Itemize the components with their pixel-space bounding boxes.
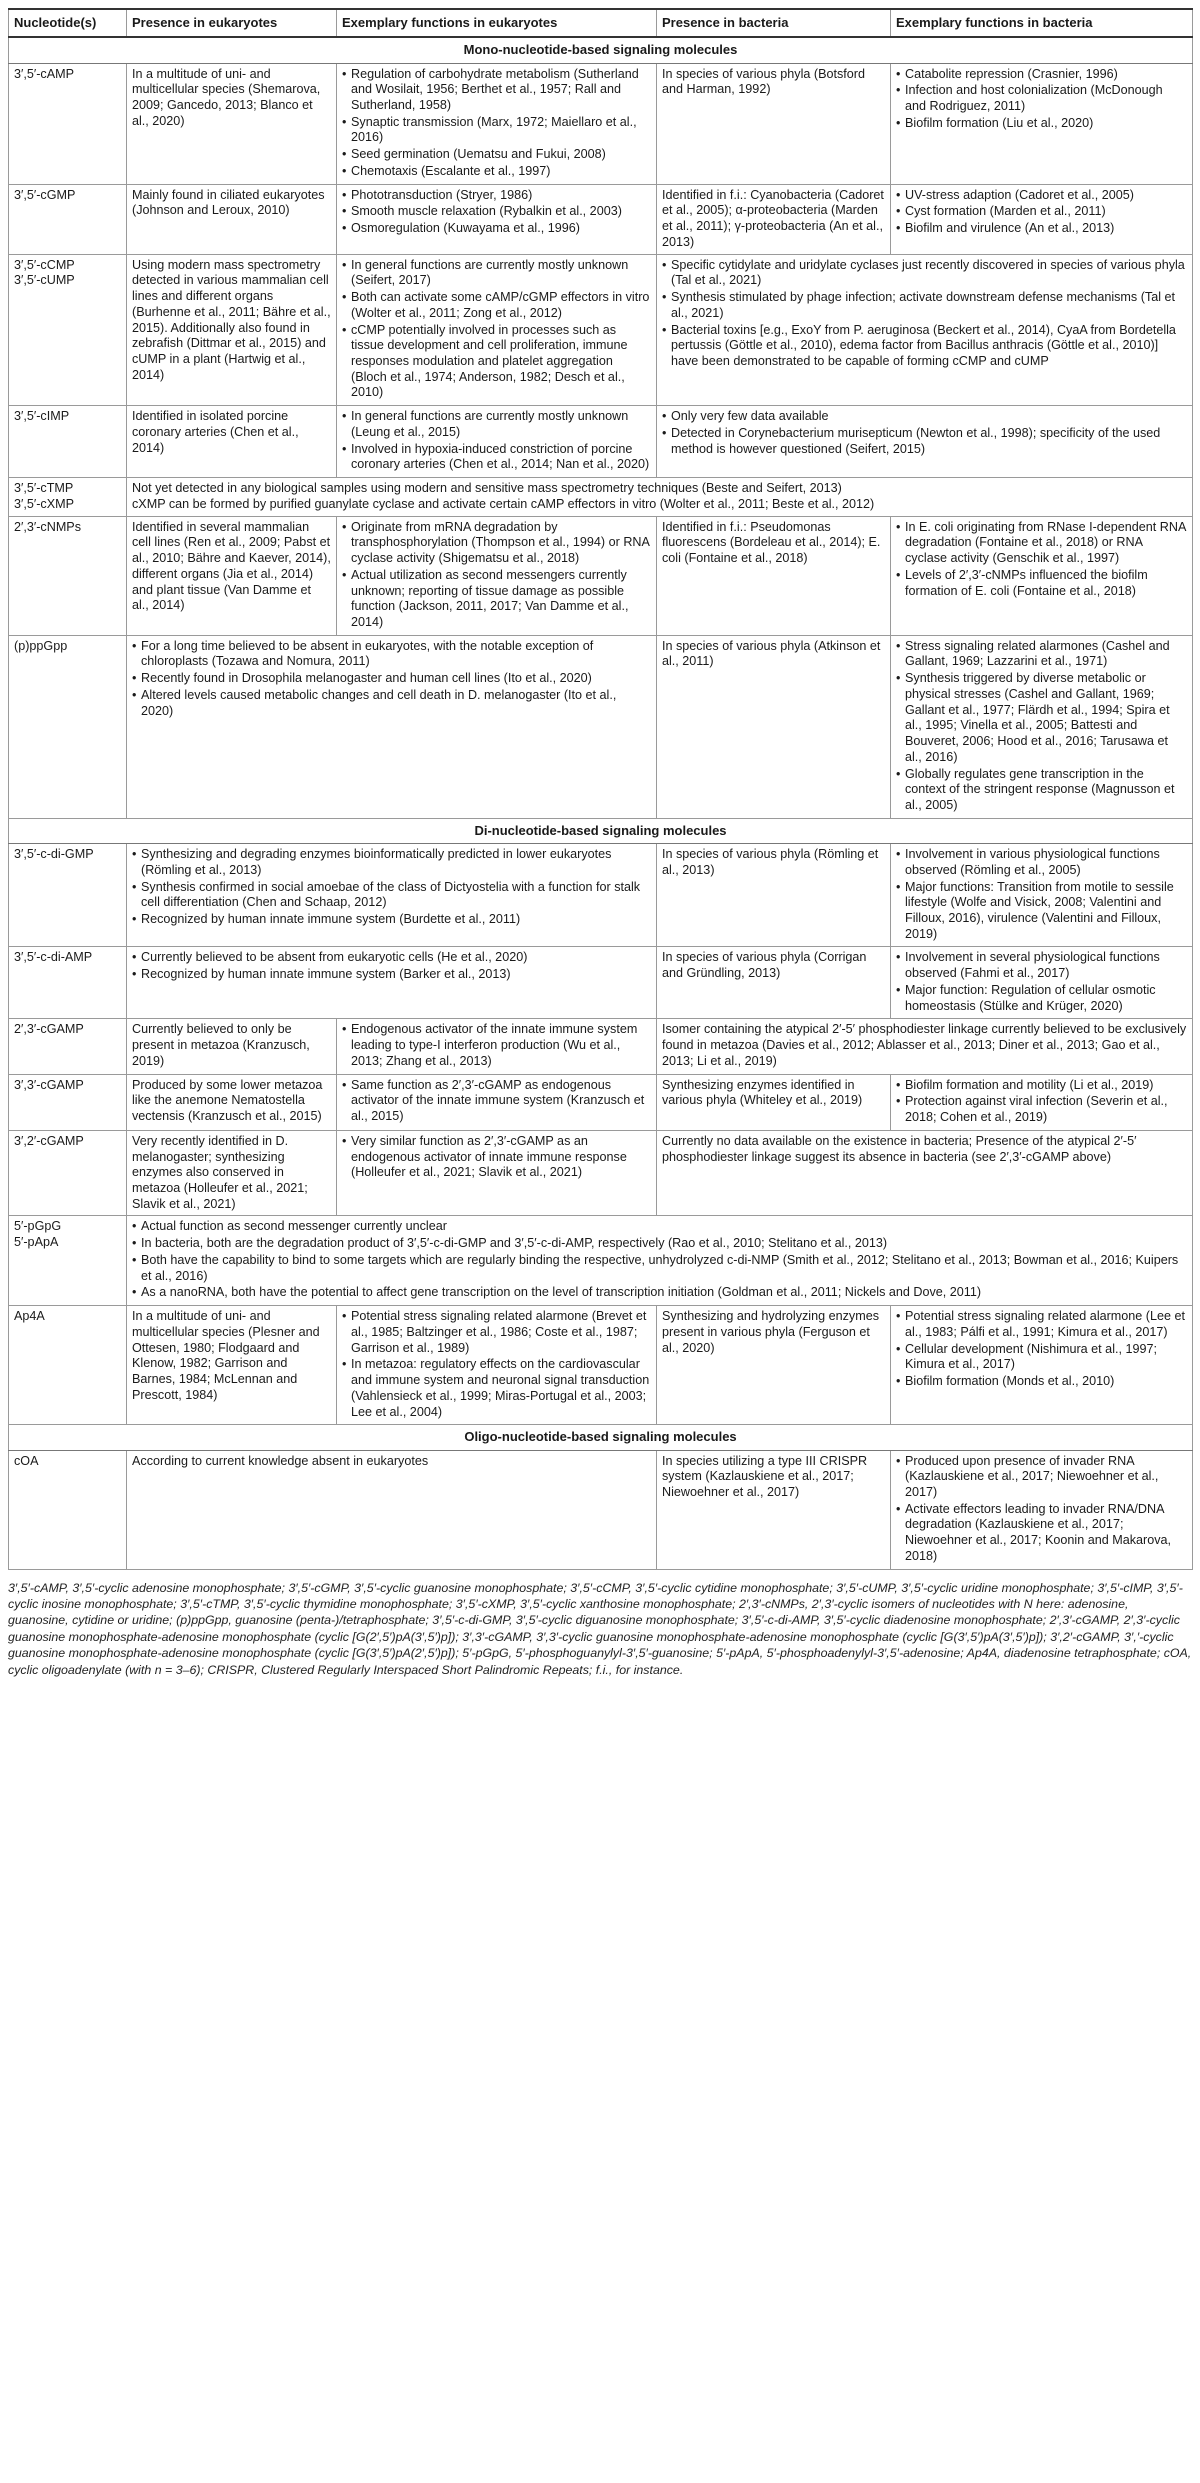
eukaryote-function-bullets (342, 258, 651, 402)
bullet-item: • UV-stress adaption (Cadoret et al., 2005) (896, 188, 1187, 204)
bacteria-presence-cell: Synthesizing enzymes identified in various phyla (Whiteley et al., 2019) (657, 1074, 891, 1130)
bullet-item: • Recognized by human innate immune system (Barker et al., 2013) (132, 967, 651, 983)
section-row (9, 818, 1193, 843)
bacteria-merged-cell (657, 406, 1193, 478)
bacteria-bullets (662, 409, 1187, 457)
eukaryote-merged-cell: According to current knowledge absent in eukaryotes (127, 1450, 657, 1569)
eukaryote-presence-cell: Currently believed to only be present in metazoa (Kranzusch, 2019) (127, 1019, 337, 1074)
bullet-item: • Osmoregulation (Kuwayama et al., 1996) (342, 221, 651, 237)
nucleotide-name: 3′,5′-cAMP (14, 66, 75, 81)
table-row (9, 1130, 1193, 1216)
merged-line: cXMP can be formed by purified guanylate cyclase and activate certain cAMP effectors in vitro (Wolter et al., 2011; Beste et al., 2012) (132, 496, 875, 511)
eukaryote-presence-cell: Identified in several mammalian cell lines (Ren et al., 2009; Pabst et al., 2010; Bähre and Kaever, 2014), different organs (Jia et al., 2014) and plant tissue (Van Damme et al., 2014) (127, 516, 337, 635)
nucleotide-name-cell (9, 947, 127, 1019)
bacteria-function-bullets (896, 520, 1187, 600)
section-title: Di-nucleotide-based signaling molecules (9, 818, 1193, 843)
bullet-item: • Globally regulates gene transcription in the context of the stringent response (Magnusson et al., 2005) (896, 767, 1187, 814)
bacteria-merged-cell: Currently no data available on the existence in bacteria; Presence of the atypical 2′-5′ phosphodiester linkage suggest its absence in bacteria (see 2′,3′-cGAMP above) (657, 1130, 1193, 1216)
eukaryote-function-bullets (342, 409, 651, 473)
table-row (9, 1216, 1193, 1306)
table-row (9, 1074, 1193, 1130)
nucleotide-name-cell (9, 1074, 127, 1130)
bacteria-merged-cell (657, 254, 1193, 406)
nucleotide-name-cell (9, 1450, 127, 1569)
nucleotide-name: cOA (14, 1453, 39, 1468)
nucleotide-name: 5′-pGpG (14, 1219, 62, 1234)
table-row (9, 478, 1193, 516)
table-row (9, 1019, 1193, 1074)
bullet-item: • Infection and host colonialization (McDonough and Rodriguez, 2011) (896, 83, 1187, 114)
bullet-item: • As a nanoRNA, both have the potential to affect gene transcription on the level of transcription initiation (Goldman et al., 2011; Nickels and Dove, 2011) (132, 1285, 1187, 1301)
bullet-item: • Produced upon presence of invader RNA (Kazlauskiene et al., 2017; Niewoehner et al., 2017) (896, 1454, 1187, 1501)
bullet-item: • Stress signaling related alarmones (Cashel and Gallant, 1969; Lazzarini et al., 1971) (896, 639, 1187, 670)
bullet-item: • Bacterial toxins [e.g., ExoY from P. aeruginosa (Beckert et al., 2014), CyaA from Bordetella pertussis (Göttle et al., 2010), edema factor from Bacillus anthracis (Göttle et al., 2010)] have been demonstrated to be capable of forming cCMP and cUMP (662, 323, 1187, 370)
bacteria-function-bullets (896, 847, 1187, 942)
bacteria-presence-cell: In species of various phyla (Atkinson et al., 2011) (657, 635, 891, 818)
bullet-item: • Biofilm formation (Monds et al., 2010) (896, 1374, 1187, 1390)
bullet-item: • Synthesis stimulated by phage infection; activate downstream defense mechanisms (Tal et al., 2021) (662, 290, 1187, 321)
bacteria-functions-cell (891, 184, 1193, 254)
bacteria-merged-cell: Isomer containing the atypical 2′-5′ phosphodiester linkage currently believed to be exclusively found in metazoa (Davies et al., 2012; Ablasser et al., 2013; Diner et al., 2013; Gao et al., 2013; Li et al., 2019) (657, 1019, 1193, 1074)
eukaryote-function-bullets (342, 1022, 651, 1069)
nucleotide-name-cell (9, 63, 127, 184)
eukaryote-presence-cell: Very recently identified in D. melanogaster; synthesizing enzymes also conserved in metazoa (Holleufer et al., 2021; Slavik et al., 2021) (127, 1130, 337, 1216)
eukaryote-merged-cell (127, 844, 657, 947)
table-row (9, 1450, 1193, 1569)
section-row (9, 1425, 1193, 1450)
bullet-item: • Cellular development (Nishimura et al., 1997; Kimura et al., 2017) (896, 1342, 1187, 1373)
eukaryote-bullets (132, 950, 651, 982)
bullet-item: • For a long time believed to be absent in eukaryotes, with the notable exception of chloroplasts (Tozawa and Nomura, 2011) (132, 639, 651, 670)
table-body (9, 37, 1193, 1569)
bullet-item: • Specific cytidylate and uridylate cyclases just recently discovered in species of various phyla (Tal et al., 2021) (662, 258, 1187, 289)
nucleotide-name: 3′,2′-cGAMP (14, 1133, 84, 1148)
eukaryote-presence-cell: Produced by some lower metazoa like the anemone Nematostella vectensis (Kranzusch et al., 2015) (127, 1074, 337, 1130)
bacteria-functions-cell (891, 1306, 1193, 1425)
nucleotide-name: (p)ppGpp (14, 638, 68, 653)
header-nucleotides: Nucleotide(s) (9, 9, 127, 37)
bullet-item: • Cyst formation (Marden et al., 2011) (896, 204, 1187, 220)
eukaryote-function-bullets (342, 1309, 651, 1420)
bacteria-functions-cell (891, 1450, 1193, 1569)
nucleotide-name-cell (9, 1019, 127, 1074)
table-row (9, 184, 1193, 254)
eukaryote-presence-cell: In a multitude of uni- and multicellular species (Shemarova, 2009; Gancedo, 2013; Blanco et al., 2020) (127, 63, 337, 184)
section-title: Oligo-nucleotide-based signaling molecules (9, 1425, 1193, 1450)
bullet-item: • Endogenous activator of the innate immune system leading to type-I interferon production (Wu et al., 2013; Zhang et al., 2013) (342, 1022, 651, 1069)
eukaryote-function-bullets (342, 520, 651, 631)
bullet-item: • Both can activate some cAMP/cGMP effectors in vitro (Wolter et al., 2011; Zong et al., 2012) (342, 290, 651, 321)
nucleotide-name: 3′,5′-cUMP (14, 273, 75, 288)
bullet-item: • Recently found in Drosophila melanogaster and human cell lines (Ito et al., 2020) (132, 671, 651, 687)
bullet-item: • Potential stress signaling related alarmone (Brevet et al., 1985; Baltzinger et al., 1986; Coste et al., 1987; Garrison et al., 1989) (342, 1309, 651, 1356)
eukaryote-presence-cell: Mainly found in ciliated eukaryotes (Johnson and Leroux, 2010) (127, 184, 337, 254)
table-row (9, 254, 1193, 406)
bacteria-functions-cell (891, 63, 1193, 184)
bullet-item: • Potential stress signaling related alarmone (Lee et al., 1983; Pálfi et al., 1991; Kimura et al., 2017) (896, 1309, 1187, 1340)
bullet-item: • Biofilm formation and motility (Li et al., 2019) (896, 1078, 1187, 1094)
bullet-item: • Both have the capability to bind to some targets which are regularly binding the respective, unhydrolyzed c-di-NMP (Smith et al., 2012; Stelitano et al., 2013; Bowman et al., 2016; Kuipers et al., 2016) (132, 1253, 1187, 1284)
bacteria-functions-cell (891, 516, 1193, 635)
nucleotide-name: 3′,5′-cGMP (14, 187, 76, 202)
nucleotide-name: 2′,3′-cNMPs (14, 519, 82, 534)
bullet-item: • Involved in hypoxia-induced constriction of porcine coronary arteries (Chen et al., 2014; Nan et al., 2020) (342, 442, 651, 473)
bullet-item: • Phototransduction (Stryer, 1986) (342, 188, 651, 204)
bacteria-functions-cell (891, 635, 1193, 818)
bullet-item: • Synaptic transmission (Marx, 1972; Maiellaro et al., 2016) (342, 115, 651, 146)
bullet-item: • Actual function as second messenger currently unclear (132, 1219, 1187, 1235)
bacteria-presence-cell: Identified in f.i.: Cyanobacteria (Cadoret et al., 2005); α-proteobacteria (Marden et al., 2011); γ-proteobacteria (An et al., 2013) (657, 184, 891, 254)
eukaryote-functions-cell (337, 1306, 657, 1425)
bullet-item: • Levels of 2′,3′-cNMPs influenced the biofilm formation of E. coli (Fontaine et al., 2018) (896, 568, 1187, 599)
bullet-item: • cCMP potentially involved in processes such as tissue development and cell proliferation, immune responses modulation and platelet aggregation (Bloch et al., 1974; Anderson, 1982; Desch et al., 2010) (342, 323, 651, 402)
bacteria-functions-cell (891, 1074, 1193, 1130)
bullet-item: • Biofilm and virulence (An et al., 2013) (896, 221, 1187, 237)
bacteria-function-bullets (896, 1078, 1187, 1126)
eukaryote-functions-cell (337, 516, 657, 635)
header-row (9, 9, 1193, 37)
eukaryote-presence-cell: Using modern mass spectrometry detected in various mammalian cell lines and different organs (Burhenne et al., 2011; Bähre et al., 2015). Additionally also found in zebrafish (Dittmar et al., 2015) and cUMP in a plant (Hartwig et al., 2014) (127, 254, 337, 406)
eukaryote-function-bullets (342, 1078, 651, 1125)
bullet-item: • Protection against viral infection (Severin et al., 2018; Cohen et al., 2019) (896, 1094, 1187, 1125)
bacteria-presence-cell: In species of various phyla (Botsford and Harman, 1992) (657, 63, 891, 184)
eukaryote-functions-cell (337, 1019, 657, 1074)
bacteria-functions-cell (891, 947, 1193, 1019)
nucleotide-name-cell (9, 1130, 127, 1216)
eukaryote-function-bullets (342, 67, 651, 180)
bacteria-function-bullets (896, 67, 1187, 132)
bacteria-presence-cell: In species of various phyla (Römling et al., 2013) (657, 844, 891, 947)
bacteria-function-bullets (896, 1309, 1187, 1390)
bullet-item: • Originate from mRNA degradation by transphosphorylation (Thompson et al., 1994) or RNA cyclase activity (Shigematsu et al., 2018) (342, 520, 651, 567)
bullet-item: • Same function as 2′,3′-cGAMP as endogenous activator of the innate immune system (Kranzusch et al., 2015) (342, 1078, 651, 1125)
section-row (9, 37, 1193, 63)
bullet-item: • Smooth muscle relaxation (Rybalkin et al., 2003) (342, 204, 651, 220)
nucleotide-name-cell (9, 406, 127, 478)
bullet-item: • Currently believed to be absent from eukaryotic cells (He et al., 2020) (132, 950, 651, 966)
bullet-item: • Detected in Corynebacterium murisepticum (Newton et al., 1998); specificity of the used method is however questioned (Seifert, 2015) (662, 426, 1187, 457)
table-row (9, 947, 1193, 1019)
bacteria-function-bullets (896, 950, 1187, 1014)
bullet-item: • Involvement in various physiological functions observed (Römling et al., 2005) (896, 847, 1187, 878)
nucleotide-name: 2′,3′-cGAMP (14, 1022, 84, 1037)
bullet-item: • Very similar function as 2′,3′-cGAMP as an endogenous activator of innate immune response (Holleufer et al., 2021; Slavik et al., 2021) (342, 1134, 651, 1181)
bullet-item: • Only very few data available (662, 409, 1187, 425)
merged-cell (127, 1216, 1193, 1306)
merged-bullets (132, 1219, 1187, 1301)
bullet-item: • In bacteria, both are the degradation product of 3′,5′-c-di-GMP and 3′,5′-c-di-AMP, respectively (Rao et al., 2010; Stelitano et al., 2013) (132, 1236, 1187, 1252)
bullet-item: • Chemotaxis (Escalante et al., 1997) (342, 164, 651, 180)
nucleotide-name: 5′-pApA (14, 1235, 59, 1250)
table-row (9, 406, 1193, 478)
eukaryote-functions-cell (337, 1130, 657, 1216)
merged-cell (127, 478, 1193, 516)
nucleotide-name-cell (9, 1306, 127, 1425)
eukaryote-presence-cell: Identified in isolated porcine coronary arteries (Chen et al., 2014) (127, 406, 337, 478)
header-functions-eukaryotes: Exemplary functions in eukaryotes (337, 9, 657, 37)
bacteria-functions-cell (891, 844, 1193, 947)
eukaryote-presence-cell: In a multitude of uni- and multicellular species (Plesner and Ottesen, 1980; Flodgaard and Klenow, 1982; Garrison and Barnes, 1984; McLennan and Prescott, 1984) (127, 1306, 337, 1425)
nucleotide-name: 3′,5′-c-di-AMP (14, 950, 93, 965)
bacteria-function-bullets (896, 639, 1187, 814)
bullet-item: • Activate effectors leading to invader RNA/DNA degradation (Kazlauskiene et al., 2017; Niewoehner et al., 2017; Koonin and Makarova, 2018) (896, 1502, 1187, 1565)
bullet-item: • Recognized by human innate immune system (Burdette et al., 2011) (132, 912, 651, 928)
bullet-item: • In general functions are currently mostly unknown (Seifert, 2017) (342, 258, 651, 289)
bullet-item: • Regulation of carbohydrate metabolism (Sutherland and Wosilait, 1956; Berthet et al., 1957; Rall and Sutherland, 1958) (342, 67, 651, 114)
nucleotide-name-cell (9, 844, 127, 947)
table-row (9, 1306, 1193, 1425)
bacteria-function-bullets (896, 188, 1187, 237)
nucleotide-name: 3′,5′-cIMP (14, 409, 70, 424)
eukaryote-functions-cell (337, 63, 657, 184)
table-row (9, 516, 1193, 635)
bullet-item: • Seed germination (Uematsu and Fukui, 2008) (342, 147, 651, 163)
eukaryote-functions-cell (337, 184, 657, 254)
table-row (9, 844, 1193, 947)
eukaryote-merged-cell (127, 635, 657, 818)
eukaryote-functions-cell (337, 1074, 657, 1130)
bullet-item: • Actual utilization as second messengers currently unknown; reporting of tissue damage as possible function (Jackson, 2011, 2017; Van Damme et al., 2014) (342, 568, 651, 631)
nucleotide-name-cell (9, 516, 127, 635)
header-functions-bacteria: Exemplary functions in bacteria (891, 9, 1193, 37)
bacteria-presence-cell: Identified in f.i.: Pseudomonas fluorescens (Bordeleau et al., 2014); E. coli (Fontaine et al., 2018) (657, 516, 891, 635)
eukaryote-bullets (132, 847, 651, 928)
nucleotide-name-cell (9, 254, 127, 406)
nucleotide-name-cell (9, 1216, 127, 1306)
bullet-item: • Altered levels caused metabolic changes and cell death in D. melanogaster (Ito et al., 2020) (132, 688, 651, 719)
bacteria-bullets (662, 258, 1187, 370)
bullet-item: • Synthesis confirmed in social amoebae of the class of Dictyostelia with a function for stalk cell differentiation (Chen and Schaap, 2012) (132, 880, 651, 911)
bacteria-function-bullets (896, 1454, 1187, 1565)
header-presence-bacteria: Presence in bacteria (657, 9, 891, 37)
eukaryote-merged-cell (127, 947, 657, 1019)
nucleotide-name-cell (9, 184, 127, 254)
nucleotide-name: 3′,3′-cGAMP (14, 1077, 84, 1092)
bullet-item: • Major functions: Transition from motile to sessile lifestyle (Wolfe and Visick, 2008; Valentini and Filloux, 2016), virulence (Valentini and Filloux, 2019) (896, 880, 1187, 943)
table-row (9, 635, 1193, 818)
bacteria-presence-cell: In species of various phyla (Corrigan and Gründling, 2013) (657, 947, 891, 1019)
bacteria-presence-cell: Synthesizing and hydrolyzing enzymes present in various phyla (Ferguson et al., 2020) (657, 1306, 891, 1425)
table-footnote: 3′,5′-cAMP, 3′,5′-cyclic adenosine monophosphate; 3′,5′-cGMP, 3′,5′-cyclic guanosine monophosphate; 3′,5′-cCMP, 3′,5′-cyclic cytidine monophosphate; 3′,5′-cUMP, 3′,5′-cyclic uridine monophosphate; 3′,5′-cIMP, 3′,5′-cyclic inosine monophosphate; 3′,5′-cTMP, 3′,5′-cyclic thymidine monophosphate; 3′,5′-cXMP, 3′,5′-cyclic xanthosine monophosphate; 2′,3′-cNMPs, 2′,3′-cyclic isomers of nucleotides with N here: adenosine, guanosine, cytidine or uridine; (p)ppGpp, guanosine (penta-)/tetraphosphate; 3′,5′-c-di-GMP, 3′,5′-cyclic diguanosine monophosphate; 3′,5′-c-di-AMP, 3′,5′-cyclic diadenosine monophosphate; 2′,3′-cGAMP, 2′,3′-cyclic guanosine monophosphate-adenosine monophosphate (cyclic [G(2′,5′)pA(3′,5′)p]); 3′,3′-cGAMP, 3′,3′-cyclic guanosine monophosphate-adenosine monophosphate (cyclic [G(3′,5′)pA(3′,5′)p]); 3′,2′-cGAMP, 3′,′-cyclic guanosine monophosphate-adenosine monophosphate (cyclic [G(3′,5′)pA(2′,5′)p]); 5′-pGpG, 5′-phosphoguanylyl-3′,5′-guanosine; 5′-pApA, 5′-phosphoadenylyl-3′,5′-adenosine; Ap4A, diadenosine tetraphosphate; cOA, cyclic oligoadenylate (with n = 3–6); CRISPR, Clustered Regularly Interspaced Short Palindromic Repeats; f.i., for instance. (8, 1580, 1192, 1677)
bullet-item: • In general functions are currently mostly unknown (Leung et al., 2015) (342, 409, 651, 440)
nucleotide-name: Ap4A (14, 1309, 45, 1324)
bullet-item: • Synthesizing and degrading enzymes bioinformatically predicted in lower eukaryotes (Römling et al., 2013) (132, 847, 651, 878)
bullet-item: • Catabolite repression (Crasnier, 1996) (896, 67, 1187, 83)
merged-line: Not yet detected in any biological samples using modern and sensitive mass spectrometry techniques (Beste and Seifert, 2013) (132, 481, 842, 496)
nucleotide-name: 3′,5′-c-di-GMP (14, 847, 94, 862)
bullet-item: • Major function: Regulation of cellular osmotic homeostasis (Stülke and Krüger, 2020) (896, 983, 1187, 1014)
bullet-item: • In E. coli originating from RNase I-dependent RNA degradation (Fontaine et al., 2018) or RNA cyclase activity (Genschik et al., 1997) (896, 520, 1187, 567)
eukaryote-function-bullets (342, 188, 651, 237)
nucleotide-name-cell (9, 478, 127, 516)
eukaryote-functions-cell (337, 254, 657, 406)
nucleotide-name-cell (9, 635, 127, 818)
bullet-item: • Synthesis triggered by diverse metabolic or physical stresses (Cashel and Gallant, 1969; Gallant et al., 1977; Flärdh et al., 1994; Spira et al., 1995; Vinella et al., 2005; Battesti and Bouveret, 2006; Hood et al., 2016; Tarusawa et al., 2016) (896, 671, 1187, 765)
section-title: Mono-nucleotide-based signaling molecules (9, 37, 1193, 63)
bullet-item: • Involvement in several physiological functions observed (Fahmi et al., 2017) (896, 950, 1187, 981)
eukaryote-functions-cell (337, 406, 657, 478)
bacteria-presence-cell: In species utilizing a type III CRISPR system (Kazlauskiene et al., 2017; Niewoehner et al., 2017) (657, 1450, 891, 1569)
bullet-item: • In metazoa: regulatory effects on the cardiovascular and immune system and neuronal signal transduction (Vahlensieck et al., 1999; Miras-Portugal et al., 2003; Lee et al., 2004) (342, 1357, 651, 1420)
nucleotide-name: 3′,5′-cTMP (14, 481, 74, 496)
eukaryote-bullets (132, 639, 651, 720)
table-row (9, 63, 1193, 184)
bullet-item: • Biofilm formation (Liu et al., 2020) (896, 116, 1187, 132)
nucleotide-table (8, 8, 1193, 1570)
nucleotide-name: 3′,5′-cXMP (14, 496, 75, 511)
nucleotide-name: 3′,5′-cCMP (14, 257, 75, 272)
eukaryote-function-bullets (342, 1134, 651, 1181)
header-presence-eukaryotes: Presence in eukaryotes (127, 9, 337, 37)
